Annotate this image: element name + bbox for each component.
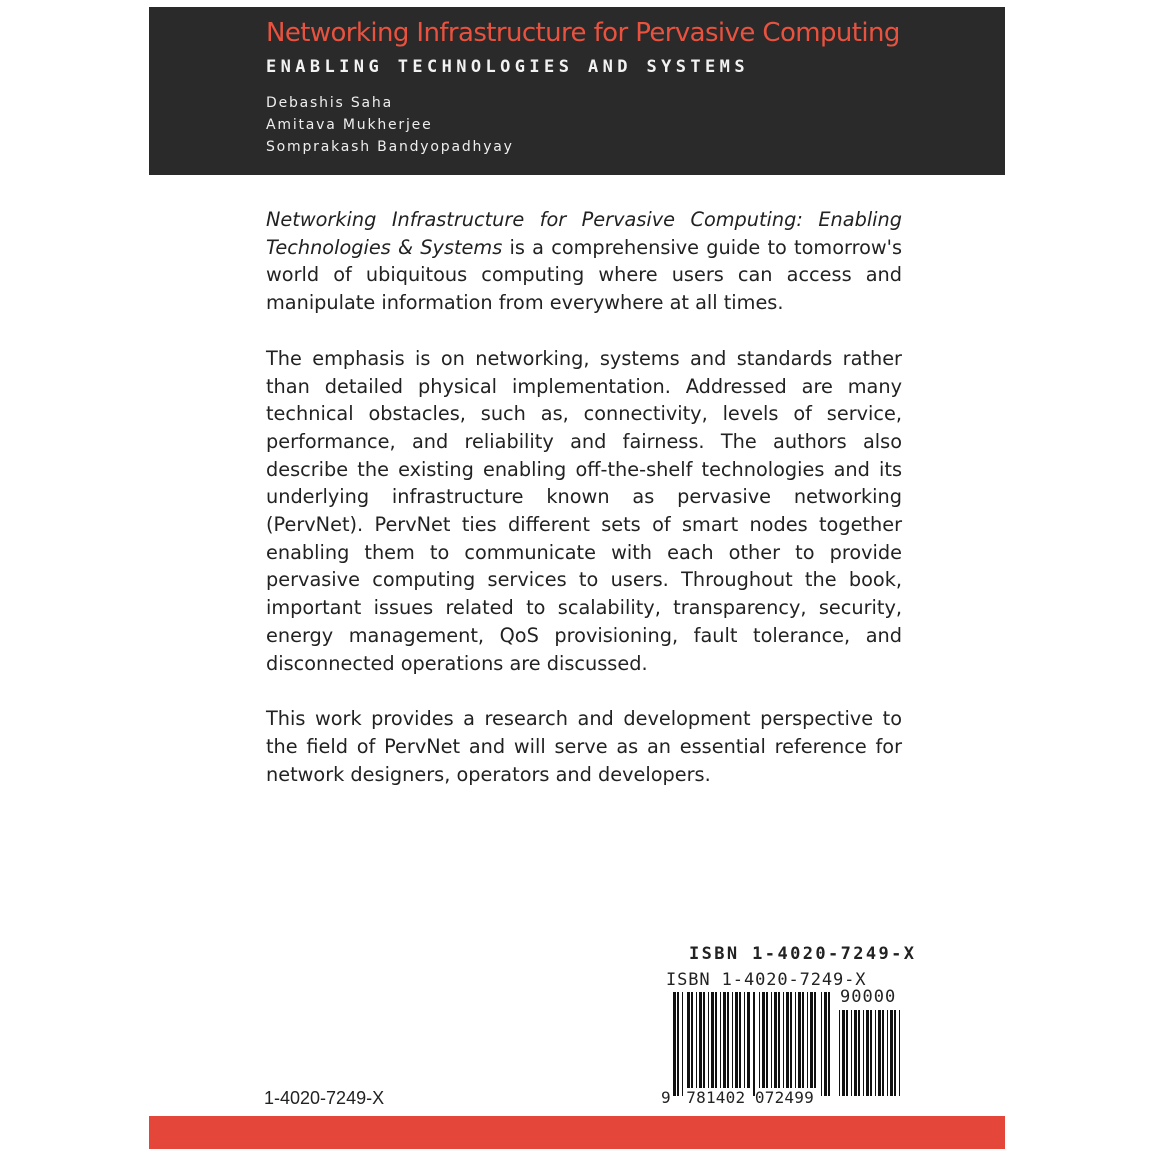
barcode-bar — [735, 992, 738, 1088]
barcode-bar — [766, 992, 768, 1088]
ean-group-right: 072499 — [754, 1088, 814, 1107]
author-name: Debashis Saha — [266, 95, 393, 111]
barcode-bar — [842, 1010, 845, 1096]
barcode-bar — [759, 992, 760, 1088]
book-title: Networking Infrastructure for Pervasive Computing — [266, 18, 900, 48]
author-name: Amitava Mukherjee — [266, 117, 433, 133]
barcode-bar — [890, 1010, 893, 1096]
barcode-bar — [786, 992, 789, 1088]
barcode-bar — [774, 992, 777, 1088]
barcode-bar — [875, 1010, 876, 1096]
ean-first-digit: 9 — [661, 1088, 671, 1107]
description-text: is a comprehensive guide to tomorrow's world of ubiquitous computing where users can access and manipulate information from everywhere at all times. — [266, 235, 902, 315]
barcode-bar — [866, 1010, 869, 1096]
barcode-bar — [839, 1010, 840, 1096]
description-paragraph: The emphasis is on networking, systems and standards rather than detailed physical implementation. Addressed are many technical obstacles, such as, connectivity, levels of service, performance, and reliability and fairness. The authors also describe the existing enabling off-the-shelf technologies and its underlying infrastructure known as pervasive networking (PervNet). PervNet ties different sets of smart nodes together enabling them to communicate with each other to provide pervasive computing services to users. Throughout the book, important issues related to scalability, transparency, security, energy management, QoS provisioning, fault tolerance, and disconnected operations are discussed. — [266, 346, 902, 675]
barcode-bar — [802, 992, 804, 1088]
footer-band — [149, 1116, 1005, 1149]
barcode-bar — [753, 992, 755, 1096]
barcode-bar — [821, 992, 822, 1096]
barcode-bar — [720, 992, 721, 1088]
barcode-bar — [677, 992, 679, 1096]
barcode-bar — [732, 992, 733, 1088]
ean-group-left: 781402 — [686, 1088, 746, 1107]
barcode-bar — [887, 1010, 888, 1096]
barcode-bar — [790, 992, 792, 1088]
barcode-bar — [739, 992, 741, 1088]
barcode-bar — [882, 1010, 884, 1096]
barcode-bar — [858, 1010, 860, 1096]
barcode-bar — [807, 992, 808, 1088]
barcode-bar — [870, 1010, 872, 1096]
barcode-bar — [711, 992, 714, 1088]
author-name: Somprakash Bandyopadhyay — [266, 139, 514, 155]
barcode-bar — [894, 1010, 896, 1096]
barcode-bar — [747, 992, 750, 1088]
barcode-bar — [673, 992, 676, 1096]
barcode-bar — [899, 1010, 900, 1096]
isbn-barcode — [661, 970, 911, 1115]
barcode-bar — [828, 992, 830, 1096]
barcode-bar — [878, 1010, 881, 1096]
description-book-title: Networking Infrastructure for Pervasive Computing: Enabling Technologies & Systems — [266, 208, 902, 259]
barcode-bar — [783, 992, 784, 1088]
barcode-bar — [708, 992, 709, 1088]
book-description — [266, 206, 902, 816]
barcode-bar — [824, 992, 827, 1096]
barcode-bar — [703, 992, 705, 1088]
isbn-number: 1-4020-7249-X — [264, 1088, 385, 1108]
barcode-bar — [744, 992, 745, 1088]
cover-header — [149, 7, 1005, 175]
isbn-label: ISBN 1-4020-7249-X — [689, 944, 917, 964]
barcode-bar — [696, 992, 697, 1088]
barcode-bar — [762, 992, 765, 1088]
description-paragraph: This work provides a research and development perspective to the field of PervNet and will serve as an essential reference for network designers, operators and developers. — [266, 707, 902, 786]
price-code: 90000 — [840, 987, 897, 1007]
book-subtitle: ENABLING TECHNOLOGIES AND SYSTEMS — [266, 57, 749, 77]
barcode-bar — [715, 992, 717, 1088]
barcode-bar — [682, 992, 683, 1096]
barcode-bar — [814, 992, 816, 1088]
barcode-bar — [846, 1010, 848, 1096]
back-cover — [149, 7, 1005, 1149]
barcode-bar — [699, 992, 702, 1088]
barcode-bar — [691, 992, 693, 1088]
barcode-bar — [798, 992, 801, 1088]
isbn-ocr-text: ISBN 1-4020-7249-X — [666, 970, 867, 990]
description-paragraph — [266, 206, 902, 317]
barcode-bar — [851, 1010, 852, 1096]
barcode-bar — [778, 992, 780, 1088]
barcode-bar — [723, 992, 726, 1088]
barcode-bar — [771, 992, 772, 1088]
barcode-bar — [810, 992, 813, 1088]
barcode-bar — [687, 992, 690, 1088]
barcode-bar — [795, 992, 796, 1088]
barcode-bar — [727, 992, 729, 1088]
ean-digits — [661, 1088, 821, 1107]
barcode-bar — [863, 1010, 864, 1096]
barcode-bar — [854, 1010, 857, 1096]
